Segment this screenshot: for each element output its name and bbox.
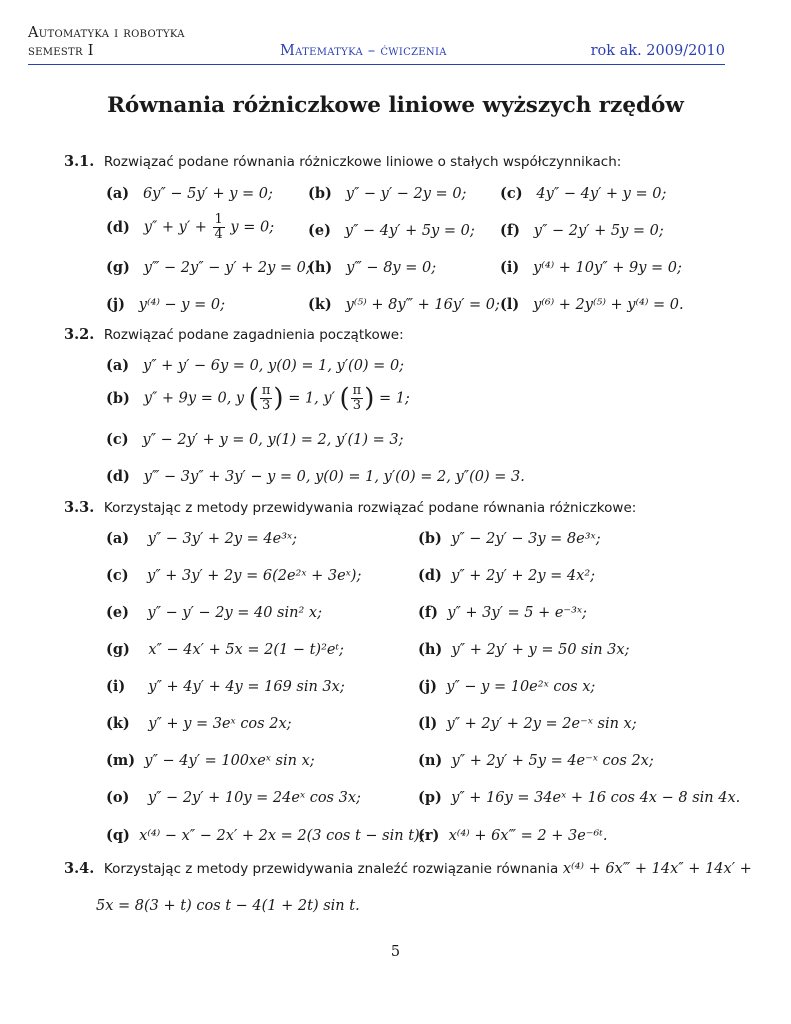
section-3-4-heading — [64, 860, 752, 877]
right-paren: ) — [364, 383, 375, 414]
exercise-label: (b) — [418, 530, 442, 547]
exercise-label: (j) — [106, 296, 125, 313]
exercise-label: (l) — [418, 715, 438, 732]
exercise-equation: y‴ − 2y″ − y′ + 2y = 0; — [143, 260, 311, 276]
exercise-label: (g) — [106, 641, 130, 658]
exercise-equation-mid: = 1, y′ — [288, 390, 335, 407]
exercise-equation: y″ − y′ − 2y = 0; — [345, 186, 467, 202]
exercise-equation: y″ + 3y′ = 5 + e⁻³ˣ; — [447, 605, 587, 621]
exercise-label: (c) — [106, 567, 129, 584]
fraction-denominator: 3 — [352, 398, 362, 413]
section-number: 3.1. — [64, 153, 95, 170]
section-3-3-heading — [64, 499, 636, 516]
exercise-equation: y″ − 3y′ + 2y = 4e³ˣ; — [147, 531, 298, 547]
page-title: Równania różniczkowe liniowe wyższych rzędów — [107, 93, 684, 118]
exercise-3-1-b — [308, 185, 466, 202]
exercise-equation: y″ − 2y′ + 5y = 0; — [533, 223, 664, 239]
fraction — [260, 384, 273, 413]
exercise-3-3-m — [106, 752, 315, 769]
exercise-3-3-f — [418, 604, 587, 621]
exercise-equation: y″ + 2y′ + 2y = 2e⁻ˣ sin x; — [446, 716, 637, 732]
fraction-numerator: 1 — [214, 212, 223, 227]
exercise-equation: 6y″ − 5y′ + y = 0; — [142, 186, 273, 202]
exercise-label: (a) — [106, 530, 130, 547]
exercise-3-1-g — [106, 259, 311, 276]
section-text: Korzystając z metody przewidywania znaleźć rozwiązanie równania — [103, 861, 559, 877]
exercise-label: (k) — [308, 296, 332, 313]
header-year: rok ak. 2009/2010 — [590, 43, 725, 59]
exercise-3-2-a — [106, 357, 404, 374]
section-text: Rozwiązać podane zagadnienia początkowe: — [103, 327, 404, 343]
exercise-label: (h) — [308, 259, 333, 276]
exercise-label: (a) — [106, 185, 130, 202]
section-text: Rozwiązać podane równania różniczkowe liniowe o stałych współczynnikach: — [103, 154, 622, 170]
exercise-3-1-a — [106, 185, 273, 202]
exercise-3-3-d — [418, 567, 595, 584]
exercise-3-3-b — [418, 530, 601, 547]
exercise-3-3-i — [106, 678, 345, 695]
exercise-equation: y″ + 2y′ + y = 50 sin 3x; — [451, 642, 630, 658]
exercise-3-3-r — [418, 827, 607, 844]
exercise-3-3-j — [418, 678, 595, 695]
exercise-3-3-h — [418, 641, 629, 658]
exercise-label: (d) — [106, 218, 130, 236]
exercise-label: (b) — [308, 185, 332, 202]
right-paren: ) — [273, 383, 284, 414]
exercise-3-1-e — [308, 222, 475, 239]
exercise-3-3-n — [418, 752, 654, 769]
exercise-label: (k) — [106, 715, 130, 732]
exercise-equation: y″ − 4y′ + 5y = 0; — [344, 223, 475, 239]
exercise-equation: y⁽⁵⁾ + 8y‴ + 16y′ = 0; — [345, 297, 500, 313]
exercise-equation: x⁽⁴⁾ − x″ − 2x′ + 2x = 2(3 cos t − sin t); — [139, 828, 425, 844]
header-course: Automatyka i robotyka — [28, 25, 185, 41]
exercise-label: (c) — [106, 431, 129, 448]
exercise-equation: y″ − 4y′ = 100xeˣ sin x; — [144, 753, 315, 769]
exercise-3-3-e — [106, 604, 322, 621]
fraction — [213, 213, 225, 242]
exercise-3-3-p — [418, 789, 740, 806]
exercise-label: (b) — [106, 389, 130, 407]
exercise-label: (i) — [106, 678, 126, 695]
exercise-equation: y″ + y′ − 6y = 0, y(0) = 1, y′(0) = 0; — [142, 358, 405, 374]
page-number: 5 — [390, 944, 401, 960]
exercise-label: (q) — [106, 827, 130, 844]
fraction — [351, 384, 364, 413]
exercise-equation: x⁽⁴⁾ + 6x‴ = 2 + 3e⁻⁶ᵗ. — [448, 828, 608, 844]
exercise-label: (e) — [106, 604, 129, 621]
exercise-equation-start: y″ + 9y = 0, y — [143, 390, 245, 407]
exercise-equation: y⁽⁶⁾ + 2y⁽⁵⁾ + y⁽⁴⁾ = 0. — [533, 297, 684, 313]
exercise-3-1-l — [500, 296, 684, 313]
exercise-label: (a) — [106, 357, 130, 374]
exercise-3-1-f — [500, 222, 664, 239]
exercise-label: (e) — [308, 222, 331, 239]
exercise-equation: x″ − 4x′ + 5x = 2(1 − t)²eᵗ; — [148, 642, 344, 658]
fraction-numerator: π — [261, 383, 271, 398]
fraction-denominator: 3 — [262, 398, 271, 413]
exercise-equation: y″ − 2y′ + y = 0, y(1) = 2, y′(1) = 3; — [142, 432, 404, 448]
exercise-label: (g) — [106, 259, 130, 276]
exercise-3-1-j — [106, 296, 225, 313]
exercise-equation: y″ + 2y′ + 5y = 4e⁻ˣ cos 2x; — [451, 753, 654, 769]
exercise-label: (m) — [106, 752, 136, 769]
section-3-2-heading — [64, 326, 404, 343]
exercise-label: (h) — [418, 641, 443, 658]
exercise-equation-end: y = 0; — [230, 219, 275, 236]
section-number: 3.4. — [64, 860, 95, 877]
exercise-label: (i) — [500, 259, 520, 276]
exercise-equation: y″ − 2y′ − 3y = 8e³ˣ; — [451, 531, 601, 547]
exercise-label: (j) — [418, 678, 437, 695]
exercise-equation: y″ + 3y′ + 2y = 6(2e²ˣ + 3eˣ); — [147, 568, 362, 584]
exercise-equation-start: y″ + y′ + — [143, 219, 207, 236]
exercise-equation: y″ + 4y′ + 4y = 169 sin 3x; — [148, 679, 345, 695]
exercise-equation: y⁽⁴⁾ − y = 0; — [138, 297, 225, 313]
left-paren: ( — [339, 383, 350, 414]
exercise-equation: y‴ − 3y″ + 3y′ − y = 0, y(0) = 1, y′(0) = 2, y″(0) = 3. — [143, 469, 525, 485]
exercise-3-1-d — [106, 213, 274, 242]
exercise-3-1-k — [308, 296, 500, 313]
section-3-1-heading — [64, 153, 621, 170]
section-equation-line1: x⁽⁴⁾ + 6x‴ + 14x″ + 14x′ + — [562, 861, 752, 877]
header-semester: semestr I — [28, 43, 94, 59]
section-text: Korzystając z metody przewidywania rozwiązać podane równania różniczkowe: — [103, 500, 637, 516]
exercise-3-3-l — [418, 715, 637, 732]
exercise-label: (l) — [500, 296, 520, 313]
exercise-equation: y″ − y′ − 2y = 40 sin² x; — [147, 605, 322, 621]
fraction-numerator: π — [352, 383, 362, 398]
exercise-equation: y″ + 2y′ + 2y = 4x²; — [451, 568, 596, 584]
exercise-3-1-i — [500, 259, 682, 276]
section-number: 3.2. — [64, 326, 95, 343]
exercise-3-3-c — [106, 567, 361, 584]
exercise-label: (d) — [418, 567, 442, 584]
exercise-label: (c) — [500, 185, 523, 202]
exercise-3-3-q — [106, 827, 425, 844]
section-equation-line2: 5x = 8(3 + t) cos t − 4(1 + 2t) sin t. — [96, 898, 360, 914]
exercise-3-3-g — [106, 641, 344, 658]
exercise-equation: y″ + y = 3eˣ cos 2x; — [148, 716, 292, 732]
exercise-3-1-h — [308, 259, 436, 276]
exercise-equation: y″ − 2y′ + 10y = 24eˣ cos 3x; — [147, 790, 361, 806]
exercise-label: (d) — [106, 468, 130, 485]
section-number: 3.3. — [64, 499, 95, 516]
exercise-label: (r) — [418, 827, 440, 844]
exercise-label: (o) — [106, 789, 130, 806]
exercise-equation: y⁽⁴⁾ + 10y″ + 9y = 0; — [533, 260, 682, 276]
exercise-3-3-o — [106, 789, 361, 806]
exercise-equation: y″ − y = 10e²ˣ cos x; — [446, 679, 596, 695]
exercise-label: (n) — [418, 752, 443, 769]
exercise-equation-end: = 1; — [378, 390, 410, 407]
exercise-label: (f) — [418, 604, 438, 621]
exercise-3-1-c — [500, 185, 666, 202]
exercise-3-3-k — [106, 715, 292, 732]
exercise-equation: y‴ − 8y = 0; — [346, 260, 437, 276]
exercise-3-2-b — [106, 384, 410, 413]
left-paren: ( — [248, 383, 259, 414]
fraction-denominator: 4 — [214, 227, 223, 242]
exercise-label: (p) — [418, 789, 442, 806]
header-subject: Matematyka – ćwiczenia — [280, 43, 447, 59]
exercise-label: (f) — [500, 222, 520, 239]
exercise-3-2-d — [106, 468, 525, 485]
exercise-equation: y″ + 16y = 34eˣ + 16 cos 4x − 8 sin 4x. — [451, 790, 741, 806]
exercise-equation: 4y″ − 4y′ + y = 0; — [536, 186, 667, 202]
header-rule — [28, 64, 725, 65]
exercise-3-3-a — [106, 530, 297, 547]
exercise-3-2-c — [106, 431, 404, 448]
